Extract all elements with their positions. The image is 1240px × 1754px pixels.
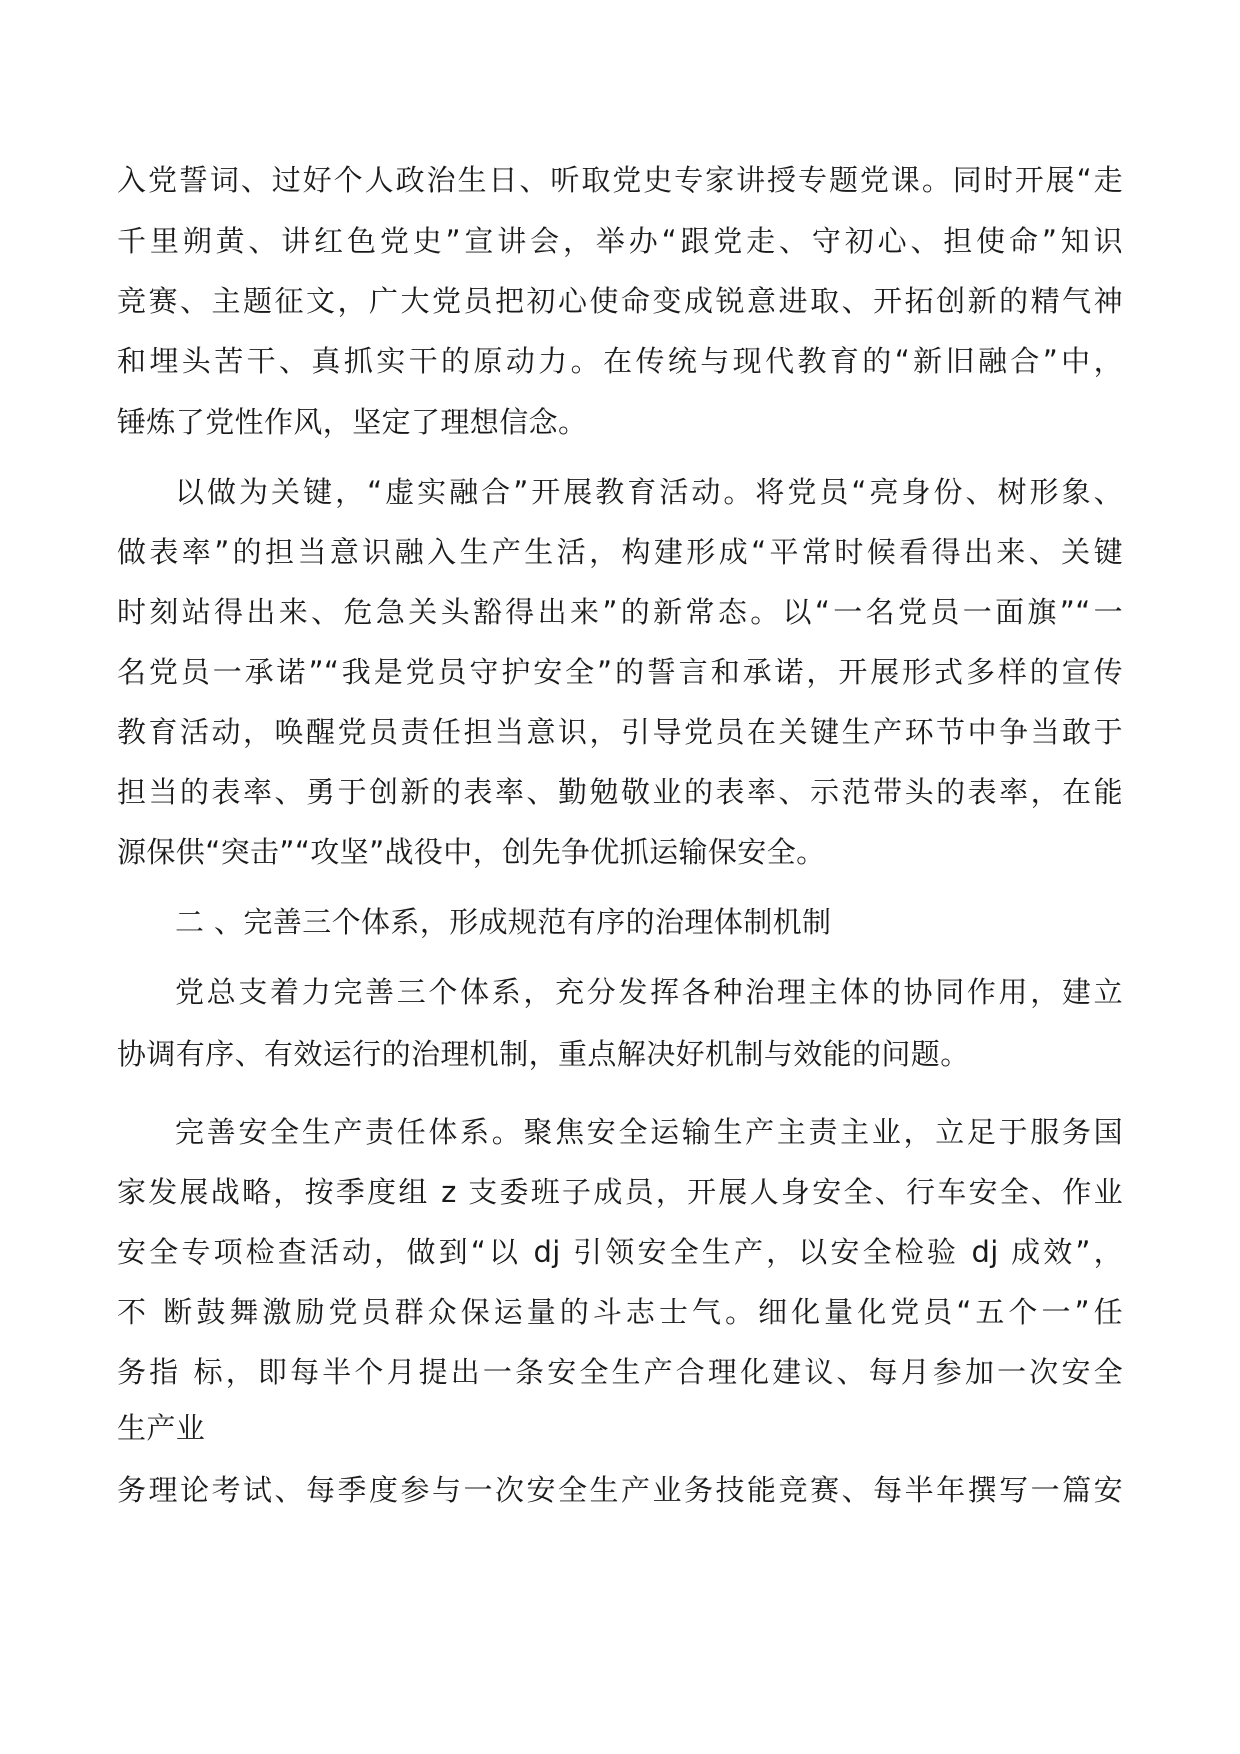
text-line-12: 源保供“突击”“攻坚”战役中，创先争优抓运输保安全。 <box>117 835 826 869</box>
text-line-21: 生产业 <box>117 1411 206 1445</box>
text-line-5: 锤炼了党性作风，坚定了理想信念。 <box>117 405 588 439</box>
text-line-2: 千里朔黄、讲红色党史”宣讲会，举办“跟党走、守初心、担使命”知识 <box>117 224 1123 258</box>
text-line-4: 和埋头苦干、真抓实干的原动力。在传统与现代教育的“新旧融合”中， <box>117 344 1123 378</box>
text-line-20: 务指 标，即每半个月提出一条安全生产合理化建议、每月参加一次安全 <box>117 1355 1123 1389</box>
paragraph-start-line-14: 党总支着力完善三个体系，充分发挥各种治理主体的协同作用，建立 <box>175 975 1123 1009</box>
text-line-22: 务理论考试、每季度参与一次安全生产业务技能竞赛、每半年撰写一篇安 <box>117 1473 1123 1507</box>
text-line-8: 时刻站得出来、危急关头豁得出来”的新常态。以“一名党员一面旗”“一 <box>117 595 1123 629</box>
section-heading: 二 、完善三个体系，形成规范有序的治理体制机制 <box>175 905 832 939</box>
text-line-1: 入党誓词、过好个人政治生日、听取党史专家讲授专题党课。同时开展“走 <box>117 163 1123 197</box>
text-line-15: 协调有序、有效运行的治理机制，重点解决好机制与效能的问题。 <box>117 1037 970 1071</box>
paragraph-start-line-6: 以做为关键，“虚实融合”开展教育活动。将党员“亮身份、树形象、 <box>175 475 1123 509</box>
text-line-3: 竞赛、主题征文，广大党员把初心使命变成锐意进取、开拓创新的精气神 <box>117 284 1123 318</box>
paragraph-start-line-16: 完善安全生产责任体系。聚焦安全运输生产主责主业，立足于服务国 <box>175 1115 1123 1149</box>
text-line-9: 名党员一承诺”“我是党员守护安全”的誓言和承诺，开展形式多样的宣传 <box>117 655 1123 689</box>
text-line-11: 担当的表率、勇于创新的表率、勤勉敬业的表率、示范带头的表率，在能 <box>117 775 1123 809</box>
text-line-10: 教育活动，唤醒党员责任担当意识，引导党员在关键生产环节中争当敢于 <box>117 715 1123 749</box>
text-line-19: 不 断鼓舞激励党员群众保运量的斗志士气。细化量化党员“五个一”任 <box>117 1295 1123 1329</box>
text-line-7: 做表率”的担当意识融入生产生活，构建形成“平常时候看得出来、关键 <box>117 535 1123 569</box>
text-line-18: 安全专项检查活动，做到“以 dj 引领安全生产，以安全检验 dj 成效”， <box>117 1235 1123 1269</box>
text-line-17: 家发展战略，按季度组 z 支委班子成员，开展人身安全、行车安全、作业 <box>117 1175 1123 1209</box>
